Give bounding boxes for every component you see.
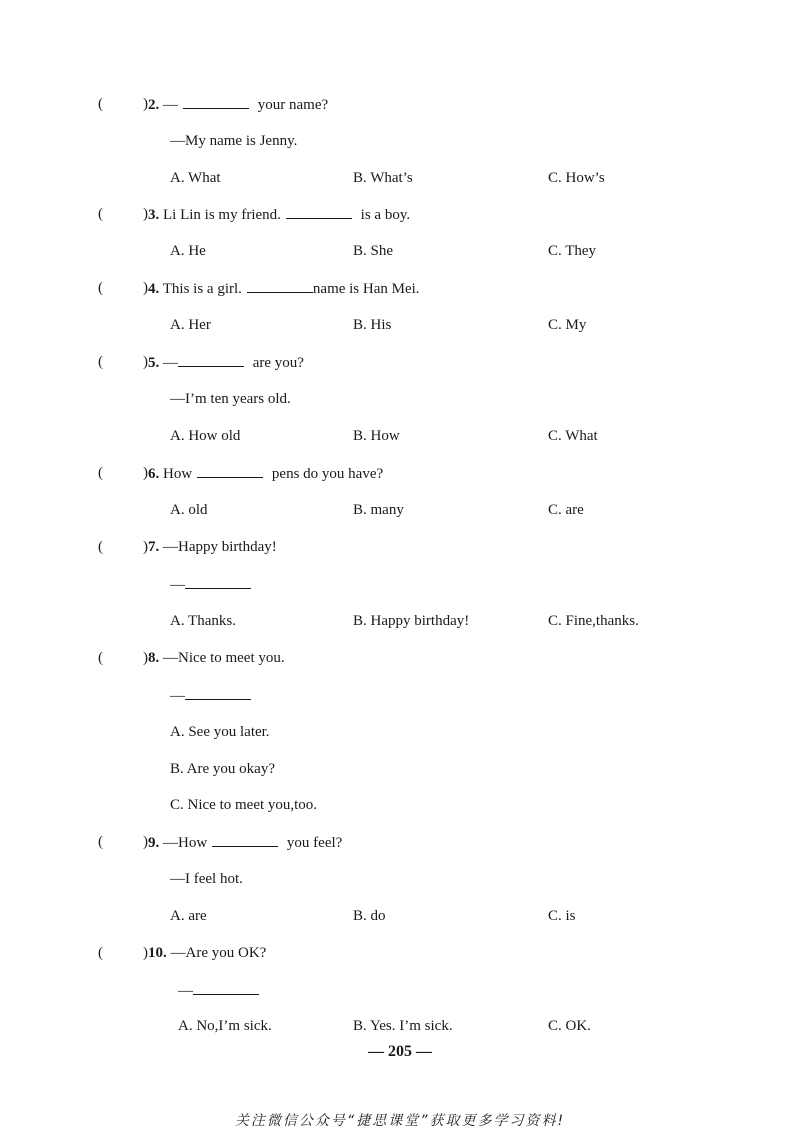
reply-dash: — [178, 983, 193, 999]
question-number: 3 [148, 207, 156, 223]
question-number: 8 [148, 650, 156, 666]
question-3-stem: 3. Li Lin is my friend. is a boy. [148, 204, 410, 225]
answer-paren-open: ( [98, 650, 103, 666]
answer-paren-open: ( [98, 539, 103, 555]
answer-paren-close: ) [143, 650, 148, 666]
stem-pre: How [163, 466, 193, 482]
answer-paren-close: ) [143, 354, 148, 370]
question-number: 9 [148, 835, 156, 851]
question-number: 10 [148, 945, 163, 961]
answer-blank[interactable] [212, 832, 278, 847]
question-7-stem: 7. —Happy birthday! [148, 539, 277, 555]
option-c: C. is [548, 908, 576, 924]
option-b: B. His [353, 317, 392, 333]
answer-blank[interactable] [185, 685, 251, 700]
answer-blank[interactable] [185, 574, 251, 589]
option-c: C. They [548, 243, 597, 259]
option-b: B. do [353, 908, 386, 924]
option-b: B. Happy birthday! [353, 613, 470, 629]
reply-dash: — [170, 577, 185, 593]
option-a: A. What [170, 170, 221, 186]
question-5-stem: 5. — are you? [148, 352, 304, 373]
option-c: C. Nice to meet you,too. [170, 797, 318, 813]
question-number: 4 [148, 281, 156, 297]
option-a: A. Her [170, 317, 211, 333]
answer-blank[interactable] [197, 463, 263, 478]
question-5-reply: —I’m ten years old. [170, 391, 291, 407]
question-number: 2 [148, 97, 156, 113]
stem-post: name is Han Mei. [312, 281, 420, 297]
option-c: C. are [548, 502, 584, 518]
question-10-stem: 10. —Are you OK? [148, 945, 267, 961]
answer-blank[interactable] [178, 352, 244, 367]
answer-paren-open: ( [98, 465, 103, 481]
answer-paren-open: ( [98, 945, 103, 961]
stem-pre: This is a girl. [162, 281, 242, 297]
option-b: B. Yes. I’m sick. [353, 1018, 453, 1034]
answer-blank[interactable] [247, 278, 313, 293]
option-a: A. are [170, 908, 207, 924]
stem-pre: —How [163, 835, 208, 851]
answer-paren-close: ) [143, 96, 148, 112]
question-4-stem: 4. This is a girl. name is Han Mei. [148, 278, 420, 299]
question-6-stem: 6. How pens do you have? [148, 463, 383, 484]
option-a: A. Thanks. [170, 613, 236, 629]
option-c: C. Fine,thanks. [548, 613, 639, 629]
option-b: B. many [353, 502, 404, 518]
option-b: B. What’s [353, 170, 413, 186]
question-9-stem: 9. —How you feel? [148, 832, 342, 853]
question-8-stem: 8. —Nice to meet you. [148, 650, 285, 666]
option-c: C. How’s [548, 170, 605, 186]
question-number: 7 [148, 539, 156, 555]
option-a: A. old [170, 502, 208, 518]
answer-blank[interactable] [286, 204, 352, 219]
stem-pre: — [163, 355, 178, 371]
answer-paren-close: ) [143, 945, 148, 961]
answer-paren-open: ( [98, 834, 103, 850]
question-8-reply [170, 685, 251, 706]
footer-note: 关注微信公众号“捷思课堂”获取更多学习资料! [234, 1113, 566, 1129]
option-a: A. How old [170, 428, 241, 444]
stem-pre: —Nice to meet you. [163, 650, 285, 666]
answer-paren-close: ) [143, 465, 148, 481]
answer-paren-close: ) [143, 834, 148, 850]
option-b: B. Are you okay? [170, 761, 275, 777]
answer-paren-close: ) [143, 539, 148, 555]
option-a: A. He [170, 243, 206, 259]
question-number: 5 [148, 355, 156, 371]
stem-post: are you? [249, 355, 304, 371]
answer-paren-close: ) [143, 280, 148, 296]
option-c: C. OK. [548, 1018, 591, 1034]
answer-paren-open: ( [98, 354, 103, 370]
option-a: A. No,I’m sick. [178, 1018, 272, 1034]
stem-post: your name? [254, 97, 329, 113]
option-c: C. What [548, 428, 598, 444]
option-b: B. How [353, 428, 400, 444]
answer-blank[interactable] [183, 94, 249, 109]
reply-dash: — [170, 688, 185, 704]
stem-pre: —Happy birthday! [163, 539, 277, 555]
option-c: C. My [548, 317, 587, 333]
stem-post: you feel? [283, 835, 343, 851]
stem-pre: —Are you OK? [170, 945, 267, 961]
question-9-reply: —I feel hot. [170, 871, 243, 887]
option-a: A. See you later. [170, 724, 270, 740]
stem-post: is a boy. [356, 207, 411, 223]
answer-paren-close: ) [143, 206, 148, 222]
question-10-reply [178, 980, 259, 1001]
question-2-reply: —My name is Jenny. [170, 133, 298, 149]
question-7-reply [170, 574, 251, 595]
answer-paren-open: ( [98, 96, 103, 112]
stem-pre: — [163, 97, 178, 113]
stem-post: pens do you have? [268, 466, 384, 482]
answer-paren-open: ( [98, 280, 103, 296]
stem-pre: Li Lin is my friend. [163, 207, 281, 223]
option-b: B. She [353, 243, 394, 259]
answer-blank[interactable] [193, 980, 259, 995]
question-2-stem: 2. — your name? [148, 94, 328, 115]
question-number: 6 [148, 466, 156, 482]
answer-paren-open: ( [98, 206, 103, 222]
page-number: — 205 — [368, 1043, 432, 1060]
